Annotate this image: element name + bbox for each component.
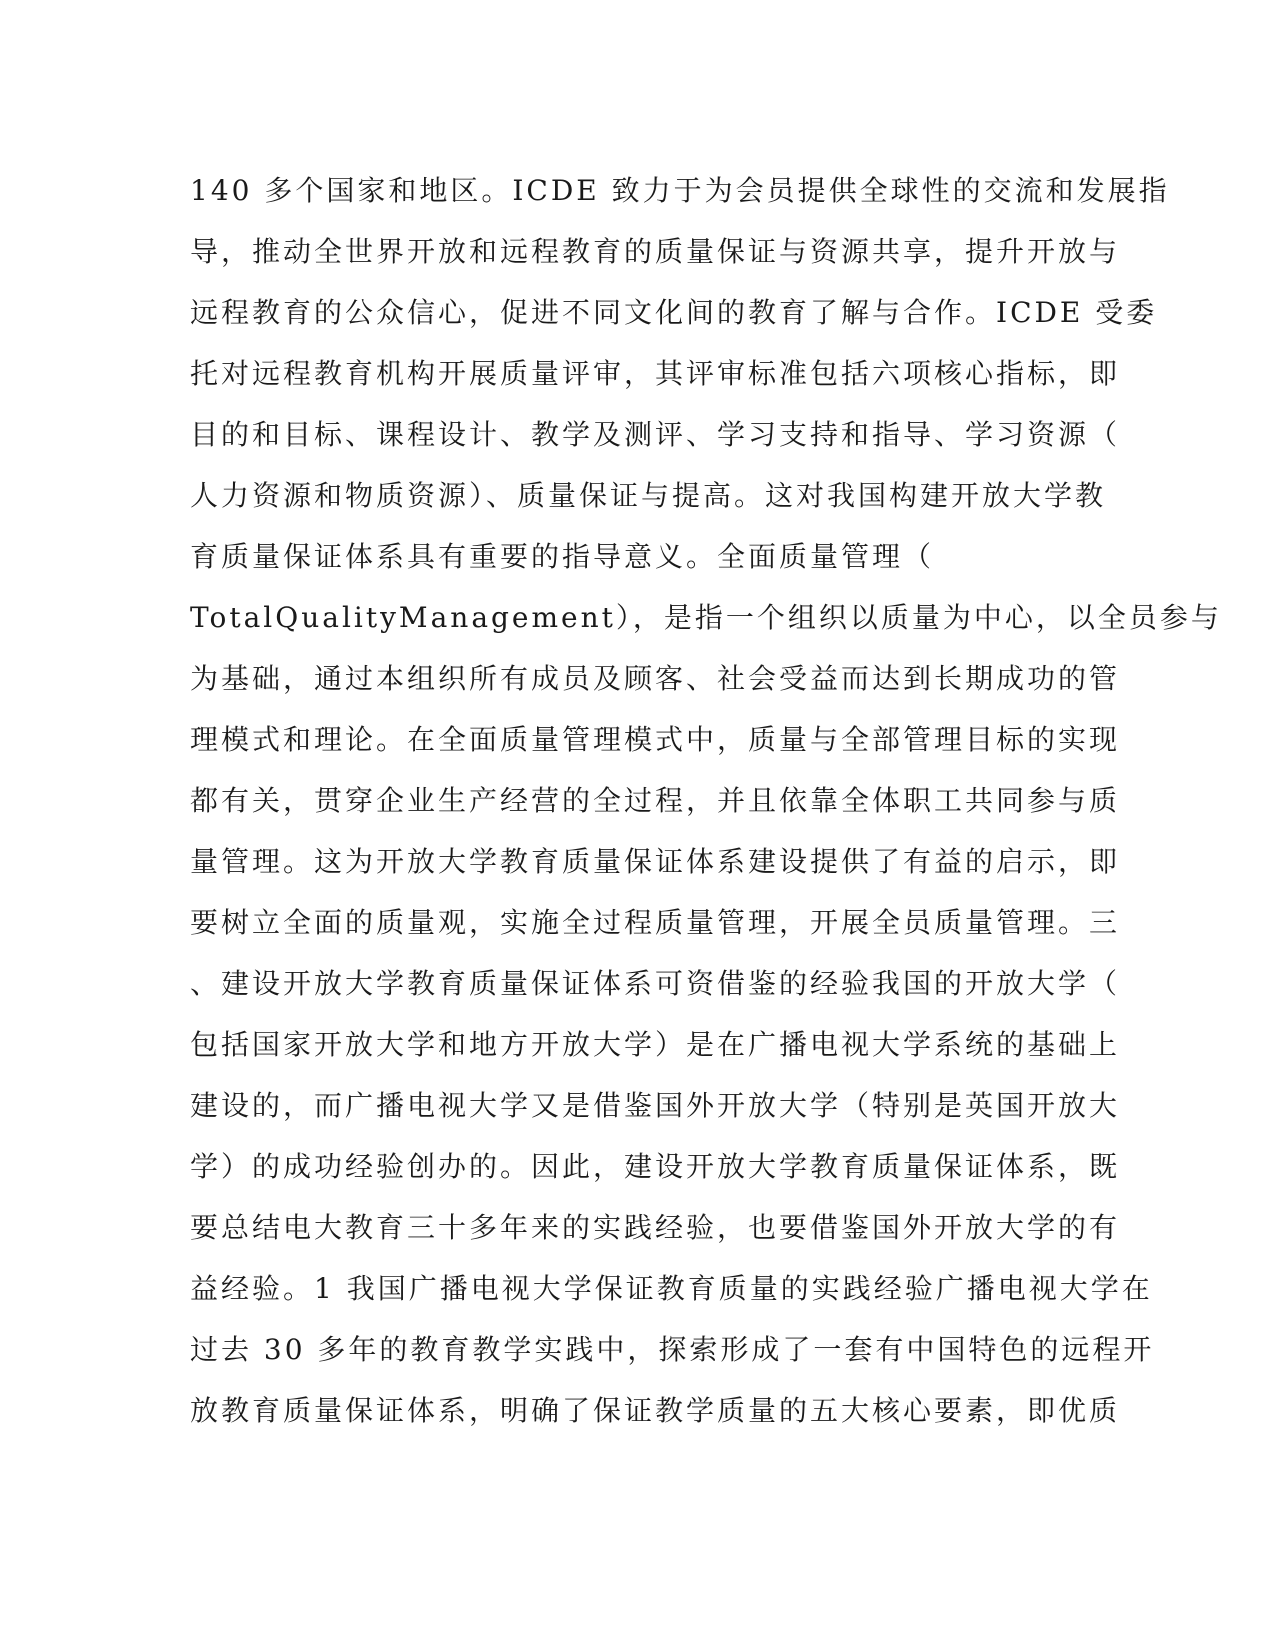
- text-line: 育质量保证体系具有重要的指导意义。全面质量管理（: [190, 540, 935, 573]
- text-line: 过去 30 多年的教育教学实践中，探索形成了一套有中国特色的远程开: [190, 1333, 1155, 1366]
- text-line: 建设的，而广播电视大学又是借鉴国外开放大学（特别是英国开放大: [190, 1089, 1121, 1122]
- text-line: 要总结电大教育三十多年来的实践经验，也要借鉴国外开放大学的有: [190, 1211, 1121, 1244]
- text-line: 目的和目标、课程设计、教学及测评、学习支持和指导、学习资源（: [190, 418, 1121, 451]
- text-line: 人力资源和物质资源）、质量保证与提高。这对我国构建开放大学教: [190, 479, 1107, 512]
- text-line: 都有关，贯穿企业生产经营的全过程，并且依靠全体职工共同参与质: [190, 784, 1121, 817]
- text-line: 为基础，通过本组织所有成员及顾客、社会受益而达到长期成功的管: [190, 662, 1121, 695]
- body-text: [190, 160, 1222, 1441]
- text-line: 、建设开放大学教育质量保证体系可资借鉴的经验我国的开放大学（: [190, 967, 1121, 1000]
- text-line: 学）的成功经验创办的。因此，建设开放大学教育质量保证体系，既: [190, 1150, 1121, 1183]
- text-line: 包括国家开放大学和地方开放大学）是在广播电视大学系统的基础上: [190, 1028, 1121, 1061]
- text-line: 导，推动全世界开放和远程教育的质量保证与资源共享，提升开放与: [190, 235, 1121, 268]
- text-line: 远程教育的公众信心，促进不同文化间的教育了解与合作。ICDE 受委: [190, 296, 1158, 329]
- text-line: TotalQualityManagement），是指一个组织以质量为中心，以全员参与: [190, 601, 1222, 634]
- text-line: 理模式和理论。在全面质量管理模式中，质量与全部管理目标的实现: [190, 723, 1121, 756]
- text-line: 托对远程教育机构开展质量评审，其评审标准包括六项核心指标，即: [190, 357, 1121, 390]
- text-line: 140 多个国家和地区。ICDE 致力于为会员提供全球性的交流和发展指: [190, 174, 1170, 207]
- text-line: 益经验。1 我国广播电视大学保证教育质量的实践经验广播电视大学在: [190, 1272, 1153, 1305]
- text-line: 量管理。这为开放大学教育质量保证体系建设提供了有益的启示，即: [190, 845, 1121, 878]
- text-line: 放教育质量保证体系，明确了保证教学质量的五大核心要素，即优质: [190, 1394, 1121, 1427]
- text-line: 要树立全面的质量观，实施全过程质量管理，开展全员质量管理。三: [190, 906, 1121, 939]
